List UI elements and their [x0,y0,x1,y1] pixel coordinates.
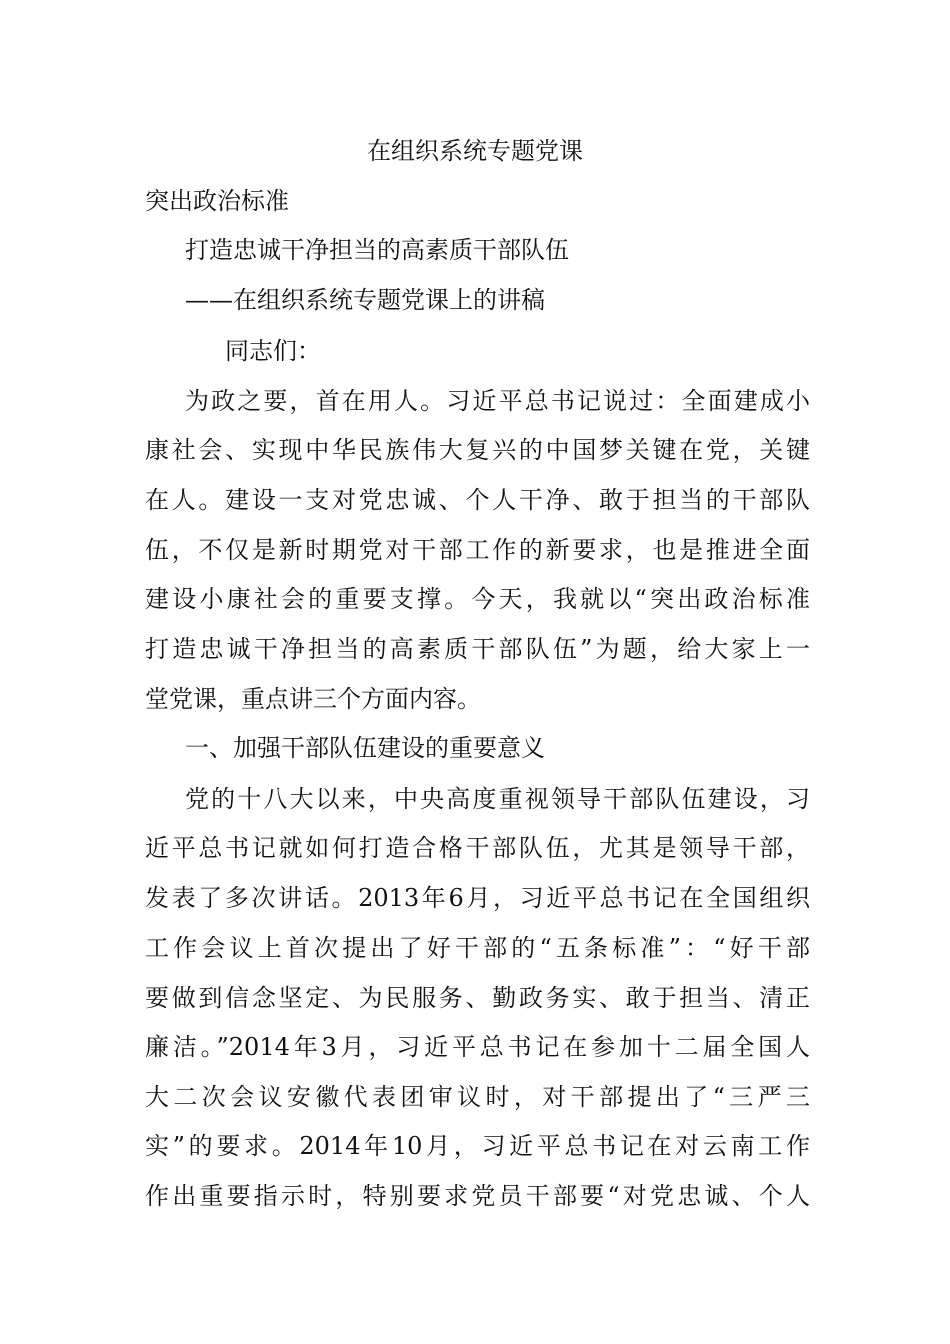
paragraph-line: 发表了多次讲话。2013年6月，习近平总书记在全国组织 [145,884,810,912]
salutation: 同志们： [225,337,321,365]
section-heading: 一、加强干部队伍建设的重要意义 [185,734,545,762]
heading-line-1: 突出政治标准 [145,187,289,215]
subtitle: ——在组织系统专题党课上的讲稿 [185,286,545,314]
paragraph-line: 打造忠诚干净担当的高素质干部队伍”为题，给大家上一 [145,635,810,663]
heading-line-2: 打造忠诚干净担当的高素质干部队伍 [185,236,569,264]
document-title: 在组织系统专题党课 [367,137,583,165]
paragraph-line: 伍，不仅是新时期党对干部工作的新要求，也是推进全面 [145,536,810,564]
paragraph-line: 要做到信念坚定、为民服务、勤政务实、敢于担当、清正 [145,984,810,1012]
paragraph-line: 建设小康社会的重要支撑。今天，我就以“突出政治标准 [145,585,810,613]
paragraph-line: 大二次会议安徽代表团审议时，对干部提出了“三严三 [145,1083,810,1111]
paragraph-line: 实”的要求。2014年10月，习近平总书记在对云南工作 [145,1132,810,1160]
paragraph-line: 工作会议上首次提出了好干部的“五条标准”：“好干部 [145,934,810,962]
paragraph-line: 在人。建设一支对党忠诚、个人干净、敢于担当的干部队 [145,486,810,514]
paragraph-line: 堂党课，重点讲三个方面内容。 [145,685,481,713]
paragraph-line: 近平总书记就如何打造合格干部队伍，尤其是领导干部， [145,834,810,862]
paragraph-line: 作出重要指示时，特别要求党员干部要“对党忠诚、个人 [145,1182,810,1210]
paragraph-line: 党的十八大以来，中央高度重视领导干部队伍建设，习 [185,785,810,813]
paragraph-line: 为政之要，首在用人。习近平总书记说过：全面建成小 [185,387,810,415]
paragraph-line: 廉洁。”2014年3月，习近平总书记在参加十二届全国人 [145,1033,810,1061]
paragraph-line: 康社会、实现中华民族伟大复兴的中国梦关键在党，关键 [145,436,810,464]
